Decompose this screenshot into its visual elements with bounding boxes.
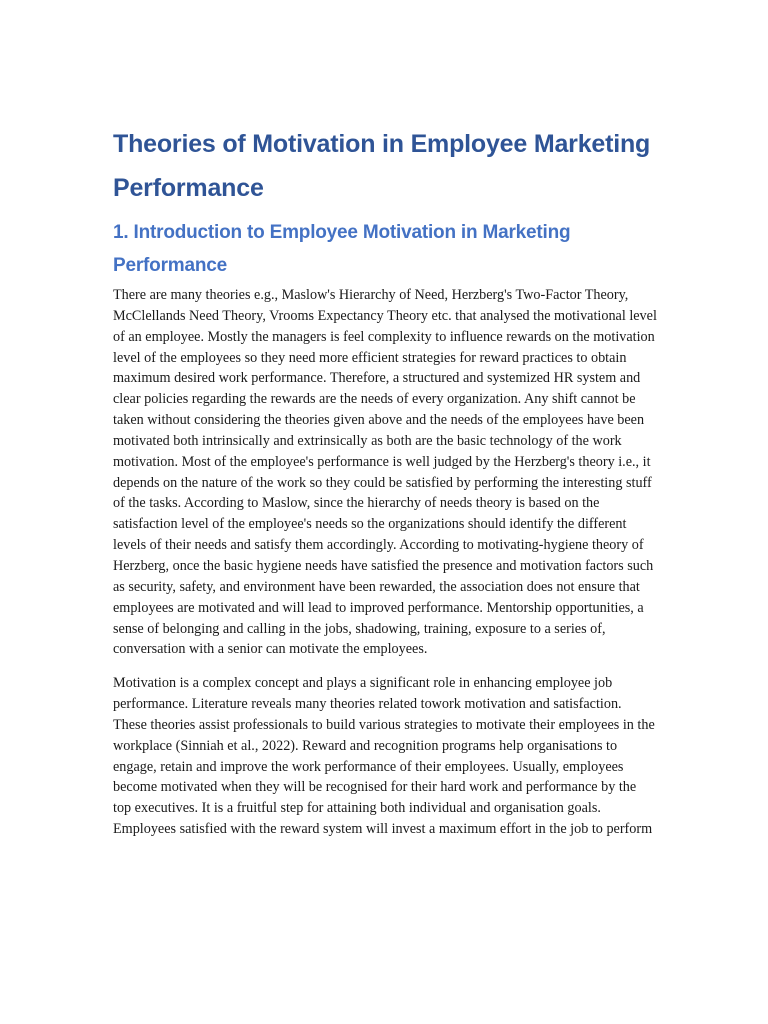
document-title: Theories of Motivation in Employee Marketing Performance bbox=[113, 130, 651, 202]
body-paragraph-2: Motivation is a complex concept and plays a significant role in enhancing employee job performance. Literature reveals many theories related towork motivation and satisfaction. These theories assist professionals to build various strategies to motivate their employees in the workplace (Sinniah et al., 2022). Reward and recognition programs help organisations to engage, retain and improve the work performance of their employees. Usually, employees become motivated when they will be recognised for their hard work and performance by the top executives. It is a fruitful step for attaining both individual and organisation goals. Employees satisfied with the reward system will invest a maximum effort in the job to perform bbox=[113, 675, 655, 838]
document-page bbox=[113, 122, 657, 853]
page-bottom-margin bbox=[0, 930, 768, 1024]
section-heading-introduction: 1. Introduction to Employee Motivation in Marketing Performance bbox=[113, 222, 571, 276]
body-paragraph-1: There are many theories e.g., Maslow's Hierarchy of Need, Herzberg's Two-Factor Theory, McClellands Need Theory, Vrooms Expectancy Theory etc. that analysed the motivational level of an employee. Mostly the managers is feel complexity to influence rewards on the motivation level of the employees so they need more efficient strategies for reward practices to obtain maximum desired work performance. Therefore, a structured and systemized HR system and clear policies regarding the rewards are the needs of every organization. Any shift cannot be taken without considering the theories given above and the needs of the employees have been motivated both intrinsically and extrinsically as both are the basic technology of the work motivation. Most of the employee's performance is well judged by the Herzberg's theory i.e., it depends on the nature of the work so they could be satisfied by performing the interesting stuff of the tasks. According to Maslow, since the hierarchy of needs theory is based on the satisfaction level of the employee's needs so the organizations should identify the different levels of their needs and satisfy them accordingly. According to motivating-hygiene theory of Herzberg, once the basic hygiene needs have satisfied the presence and motivation factors such as security, safety, and environment have been rewarded, the association does not ensure that employees are motivated and will lead to improved performance. Mentorship opportunities, a sense of belonging and calling in the jobs, shadowing, training, exposure to a series of, conversation with a senior can motivate the employees. bbox=[113, 287, 657, 658]
